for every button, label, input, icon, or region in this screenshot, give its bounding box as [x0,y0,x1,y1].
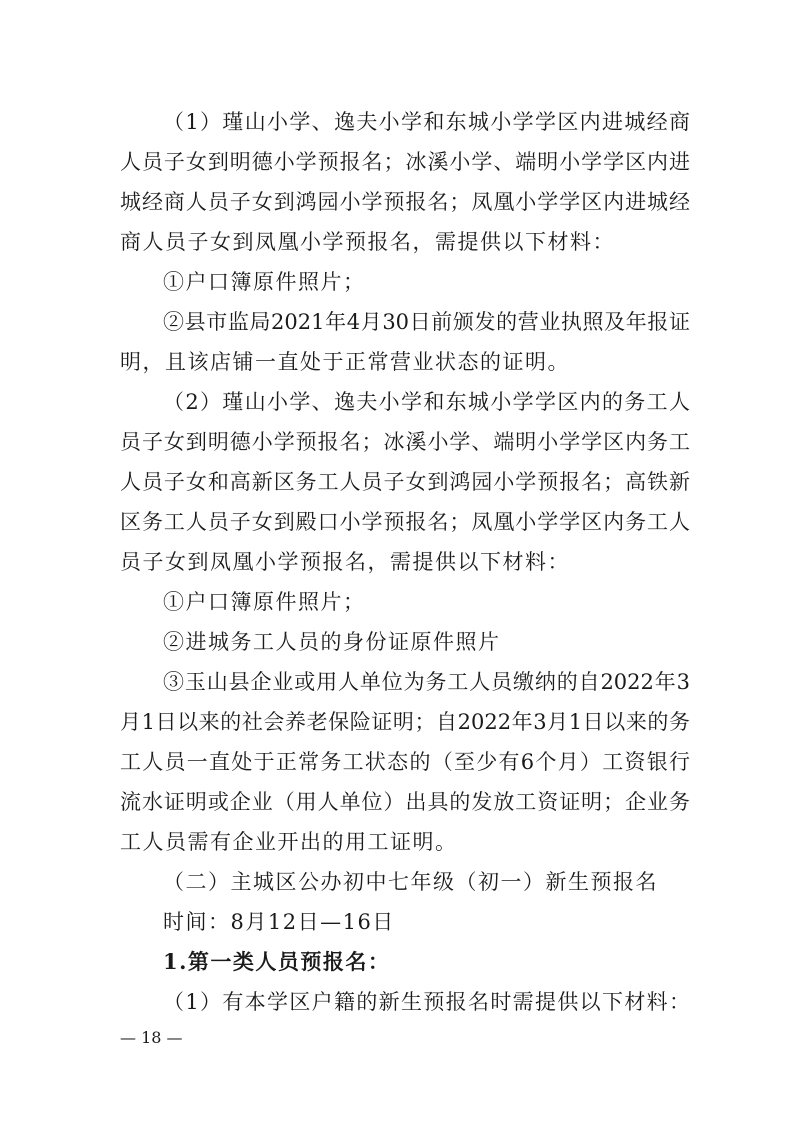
page-number: — 18 — [120,1028,183,1047]
paragraph-line: 工人员需有企业开出的用工证明。 [120,830,458,854]
paragraph-line: 员子女到凤凰小学预报名，需提供以下材料： [120,550,570,574]
paragraph-line: ③玉山县企业或用人单位为务工人员缴纳的自2022年3 [163,670,690,694]
subsection-heading: 1.第一类人员预报名： [163,949,391,974]
paragraph-line: 工人员一直处于正常务工状态的（至少有6个月）工资银行 [120,750,690,774]
paragraph-line: 月1日以来的社会养老保险证明；自2022年3月1日以来的务 [120,710,690,734]
paragraph-line: ①户口簿原件照片； [163,270,366,294]
paragraph-line: 城经商人员子女到鸿园小学预报名；凤凰小学学区内进城经 [120,190,690,214]
paragraph-line: 流水证明或企业（用人单位）出具的发放工资证明；企业务 [120,790,690,814]
paragraph-line: 区务工人员子女到殿口小学预报名；凤凰小学学区内务工人 [120,510,690,534]
paragraph-line: ②进城务工人员的身份证原件照片 [163,630,501,654]
section-heading: （二）主城区公办初中七年级（初一）新生预报名 [163,870,658,894]
paragraph-line: （2）瑾山小学、逸夫小学和东城小学学区内的务工人 [163,390,690,414]
paragraph-line: 人员子女到明德小学预报名；冰溪小学、端明小学学区内进 [120,150,690,174]
paragraph-line: 员子女到明德小学预报名；冰溪小学、端明小学学区内务工 [120,430,690,454]
paragraph-line: ②县市监局2021年4月30日前颁发的营业执照及年报证 [163,310,690,334]
paragraph-line: （1）有本学区户籍的新生预报名时需提供以下材料： [163,990,690,1014]
paragraph-line: 商人员子女到凤凰小学预报名，需提供以下材料： [120,230,615,254]
paragraph-line: 明，且该店铺一直处于正常营业状态的证明。 [120,350,570,374]
paragraph-line: 人员子女和高新区务工人员子女到鸿园小学预报名；高铁新 [120,470,690,494]
time-line: 时间：8月12日—16日 [163,910,395,934]
paragraph-line: （1）瑾山小学、逸夫小学和东城小学学区内进城经商 [163,110,690,134]
paragraph-line: ①户口簿原件照片； [163,590,366,614]
